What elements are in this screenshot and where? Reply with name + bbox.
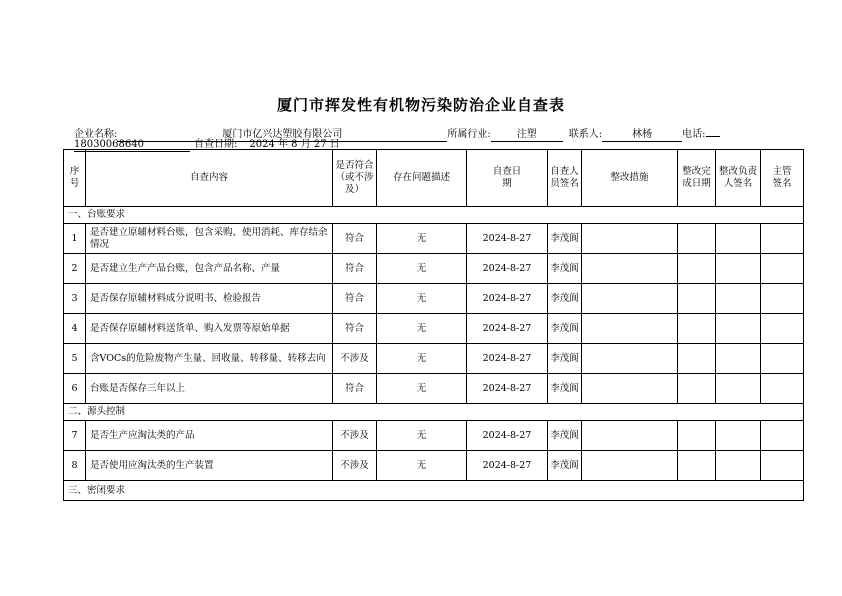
table-row	[64, 374, 804, 404]
company-value: 厦门市亿兴达塑胶有限公司	[117, 129, 447, 142]
header-deadline: 整改完成日期	[678, 150, 716, 207]
row-supervisor	[761, 451, 804, 481]
row-content: 是否使用应淘汰类的生产装置	[86, 451, 333, 481]
table-row	[64, 451, 804, 481]
row-issue: 无	[377, 254, 467, 284]
header-inspector: 自查人员签名	[548, 150, 582, 207]
section-row	[64, 404, 804, 421]
header-measures: 整改措施	[582, 150, 678, 207]
section-label: 一、台账要求	[64, 207, 804, 224]
row-deadline	[678, 451, 716, 481]
row-deadline	[678, 224, 716, 254]
row-responsible	[716, 344, 761, 374]
section-row	[64, 481, 804, 501]
row-date: 2024-8-27	[467, 344, 548, 374]
row-deadline	[678, 284, 716, 314]
row-responsible	[716, 451, 761, 481]
phone-label: 电话:	[682, 129, 706, 140]
row-date: 2024-8-27	[467, 421, 548, 451]
row-no: 4	[64, 314, 86, 344]
row-no: 1	[64, 224, 86, 254]
row-issue: 无	[377, 344, 467, 374]
table-row	[64, 284, 804, 314]
table-row	[64, 224, 804, 254]
row-compliant: 不涉及	[333, 344, 377, 374]
row-supervisor	[761, 254, 804, 284]
contact-label: 联系人:	[568, 129, 603, 140]
row-inspector: 李茂阆	[548, 224, 582, 254]
row-no: 8	[64, 451, 86, 481]
row-deadline	[678, 374, 716, 404]
row-compliant: 符合	[333, 314, 377, 344]
row-responsible	[716, 421, 761, 451]
header-compliant: 是否符合（或不涉及）	[333, 150, 377, 207]
row-measures	[582, 314, 678, 344]
row-inspector: 李茂阆	[548, 284, 582, 314]
row-measures	[582, 224, 678, 254]
row-content: 是否建立原辅材料台账，包含采购、使用消耗、库存结余情况	[86, 224, 333, 254]
row-supervisor	[761, 224, 804, 254]
header-date: 自查日期	[467, 150, 548, 207]
row-inspector: 李茂阆	[548, 314, 582, 344]
row-date: 2024-8-27	[467, 254, 548, 284]
section-row	[64, 207, 804, 224]
row-content: 是否建立生产产品台账，包含产品名称、产量	[86, 254, 333, 284]
row-date: 2024-8-27	[467, 284, 548, 314]
table-row	[64, 344, 804, 374]
row-compliant: 符合	[333, 224, 377, 254]
row-no: 7	[64, 421, 86, 451]
row-inspector: 李茂阆	[548, 374, 582, 404]
row-inspector: 李茂阆	[548, 451, 582, 481]
row-supervisor	[761, 374, 804, 404]
row-date: 2024-8-27	[467, 224, 548, 254]
header-supervisor: 主管签名	[761, 150, 804, 207]
row-deadline	[678, 254, 716, 284]
row-content: 是否保存原辅材料送货单、购入发票等原始单据	[86, 314, 333, 344]
row-issue: 无	[377, 314, 467, 344]
industry-label: 所属行业:	[447, 129, 491, 140]
row-no: 6	[64, 374, 86, 404]
contact-value: 林杨	[602, 129, 682, 142]
row-compliant: 不涉及	[333, 421, 377, 451]
row-content: 是否保存原辅材料成分说明书、检验报告	[86, 284, 333, 314]
phone-value: 18030068640	[74, 139, 190, 152]
row-responsible	[716, 284, 761, 314]
date-label: 自查日期:	[194, 139, 238, 150]
row-compliant: 符合	[333, 284, 377, 314]
table-row	[64, 314, 804, 344]
row-no: 2	[64, 254, 86, 284]
row-date: 2024-8-27	[467, 374, 548, 404]
row-content: 含VOCs的危险废物产生量、回收量、转移量、转移去向	[86, 344, 333, 374]
header-no: 序号	[64, 150, 86, 207]
section-label: 三、密闭要求	[64, 481, 804, 501]
date-value: 2024 年 8 月 27 日	[249, 139, 340, 150]
row-supervisor	[761, 314, 804, 344]
row-no: 5	[64, 344, 86, 374]
header-responsible: 整改负责人签名	[716, 150, 761, 207]
industry-value: 注塑	[491, 129, 563, 142]
row-measures	[582, 344, 678, 374]
row-issue: 无	[377, 224, 467, 254]
row-responsible	[716, 254, 761, 284]
row-responsible	[716, 314, 761, 344]
section-label: 二、源头控制	[64, 404, 804, 421]
row-date: 2024-8-27	[467, 314, 548, 344]
row-deadline	[678, 314, 716, 344]
table-row	[64, 254, 804, 284]
row-content: 是否生产应淘汰类的产品	[86, 421, 333, 451]
row-compliant: 符合	[333, 374, 377, 404]
row-issue: 无	[377, 421, 467, 451]
row-compliant: 不涉及	[333, 451, 377, 481]
row-responsible	[716, 224, 761, 254]
row-measures	[582, 284, 678, 314]
header-issue: 存在问题描述	[377, 150, 467, 207]
row-date: 2024-8-27	[467, 451, 548, 481]
row-deadline	[678, 421, 716, 451]
row-supervisor	[761, 344, 804, 374]
page-title: 厦门市挥发性有机物污染防治企业自查表	[276, 96, 565, 114]
row-supervisor	[761, 421, 804, 451]
row-measures	[582, 374, 678, 404]
row-issue: 无	[377, 451, 467, 481]
company-label: 企业名称:	[74, 129, 118, 140]
row-content: 台账是否保存三年以上	[86, 374, 333, 404]
row-inspector: 李茂阆	[548, 254, 582, 284]
row-deadline	[678, 344, 716, 374]
table-row	[64, 421, 804, 451]
row-compliant: 符合	[333, 254, 377, 284]
row-issue: 无	[377, 374, 467, 404]
row-measures	[582, 421, 678, 451]
row-issue: 无	[377, 284, 467, 314]
row-measures	[582, 254, 678, 284]
row-measures	[582, 451, 678, 481]
header-row	[64, 150, 804, 207]
header-content: 自查内容	[86, 150, 333, 207]
row-responsible	[716, 374, 761, 404]
row-inspector: 李茂阆	[548, 344, 582, 374]
self-check-table	[63, 149, 804, 501]
row-supervisor	[761, 284, 804, 314]
row-inspector: 李茂阆	[548, 421, 582, 451]
row-no: 3	[64, 284, 86, 314]
